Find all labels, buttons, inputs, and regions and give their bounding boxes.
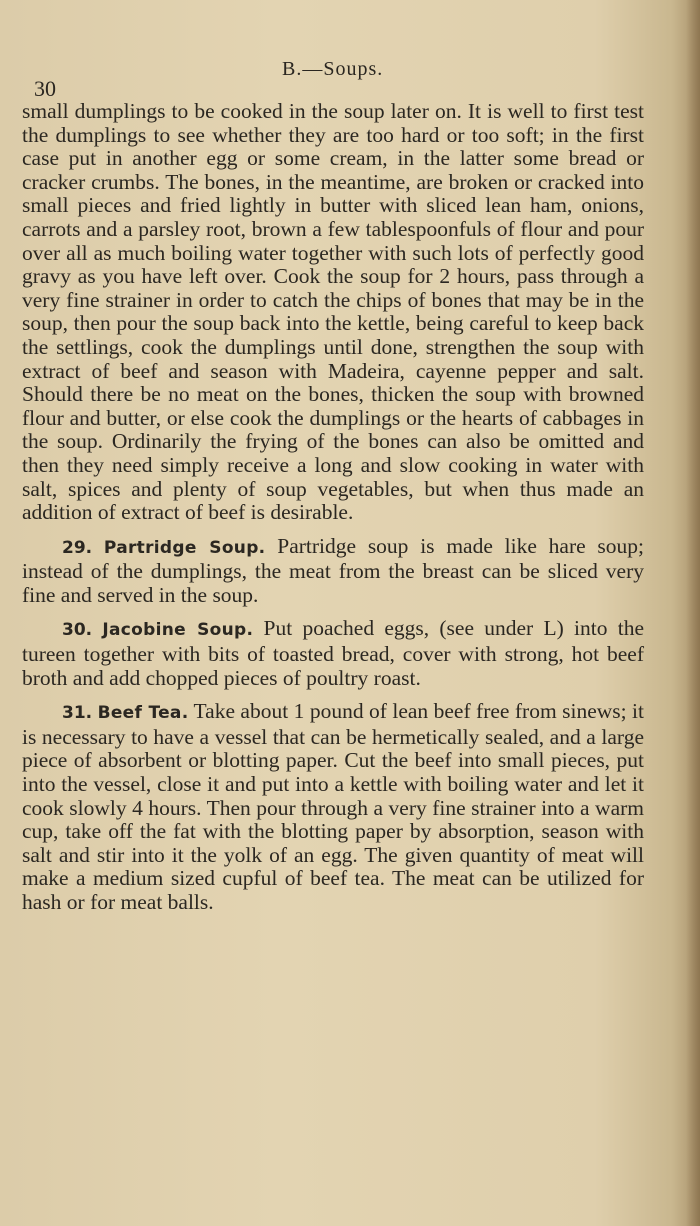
continued-paragraph: small dumplings to be cooked in the soup later on. It is well to first test the dumplings to see whether they are too hard or too soft; in the first case put in another egg or some cream, in the latter some bread or cracker crumbs. The bones, in the meantime, are broken or cracked into small pieces and fried lightly in butter with sliced lean ham, onions, carrots and a parsley root, brown a few tablespoonfuls of flour and pour over all as much boiling water together with such lots of perfectly good gravy as you have left over. Cook the soup for 2 hours, pass through a very fine strainer in order to catch the chips of bones that may be in the soup, then pour the soup back into the kettle, being careful to keep back the settlings, cook the dumplings until done, strengthen the soup with extract of beef and season with Madeira, cayenne pepper and salt. Should there be no meat on the bones, thicken the soup with browned flour and butter, or else cook the dumplings or the hearts of cabbages in the soup. Ordinarily the frying of the bones can also be omitted and then they need simply receive a long and slow cooking in water with salt, spices and plenty of soup vegetables, but when thus made an addition of extract of beef is desirable. [22,99,644,525]
recipe-text: Take about 1 pound of lean beef free from sinews; it is necessary to have a vessel that can be hermetically sealed, and a large piece of absorbent or blotting paper. Cut the beef into small pieces, put into the vessel, close it and put into a kettle with boiling water and let it cook slowly 4 hours. Then pour through a very fine strainer into a warm cup, take off the fat with the blotting paper by absorption, season with salt and stir into it the yolk of an egg. The given quantity of meat will make a medium sized cupful of beef tea. The meat can be utilized for hash or for meat balls. [22,699,644,914]
body-text [22,100,644,915]
recipe-entry-30 [22,617,644,690]
recipe-title: Partridge Soup. [103,537,266,558]
recipe-text: Partridge soup is made like hare soup; instead of the dumplings, the meat from the breast can be sliced very fine and served in the soup. [22,533,645,607]
recipe-number: 30. [62,620,93,641]
recipe-number: 29. [62,537,93,558]
page-edge-shadow [686,0,700,1226]
recipe-title: Beef Tea. [97,703,189,724]
recipe-text: Put poached eggs, (see under L) into the tureen together with bits of toasted bread, cover with strong, hot beef broth and add chopped pieces of poultry roast. [22,616,645,690]
recipe-number: 31. [62,703,93,724]
recipe-entry-31 [22,700,644,914]
page-number: 30 [34,76,56,101]
recipe-title: Jacobine Soup. [102,620,254,641]
running-head: B.—Soups. [282,58,384,80]
recipe-entry-29 [22,535,644,608]
